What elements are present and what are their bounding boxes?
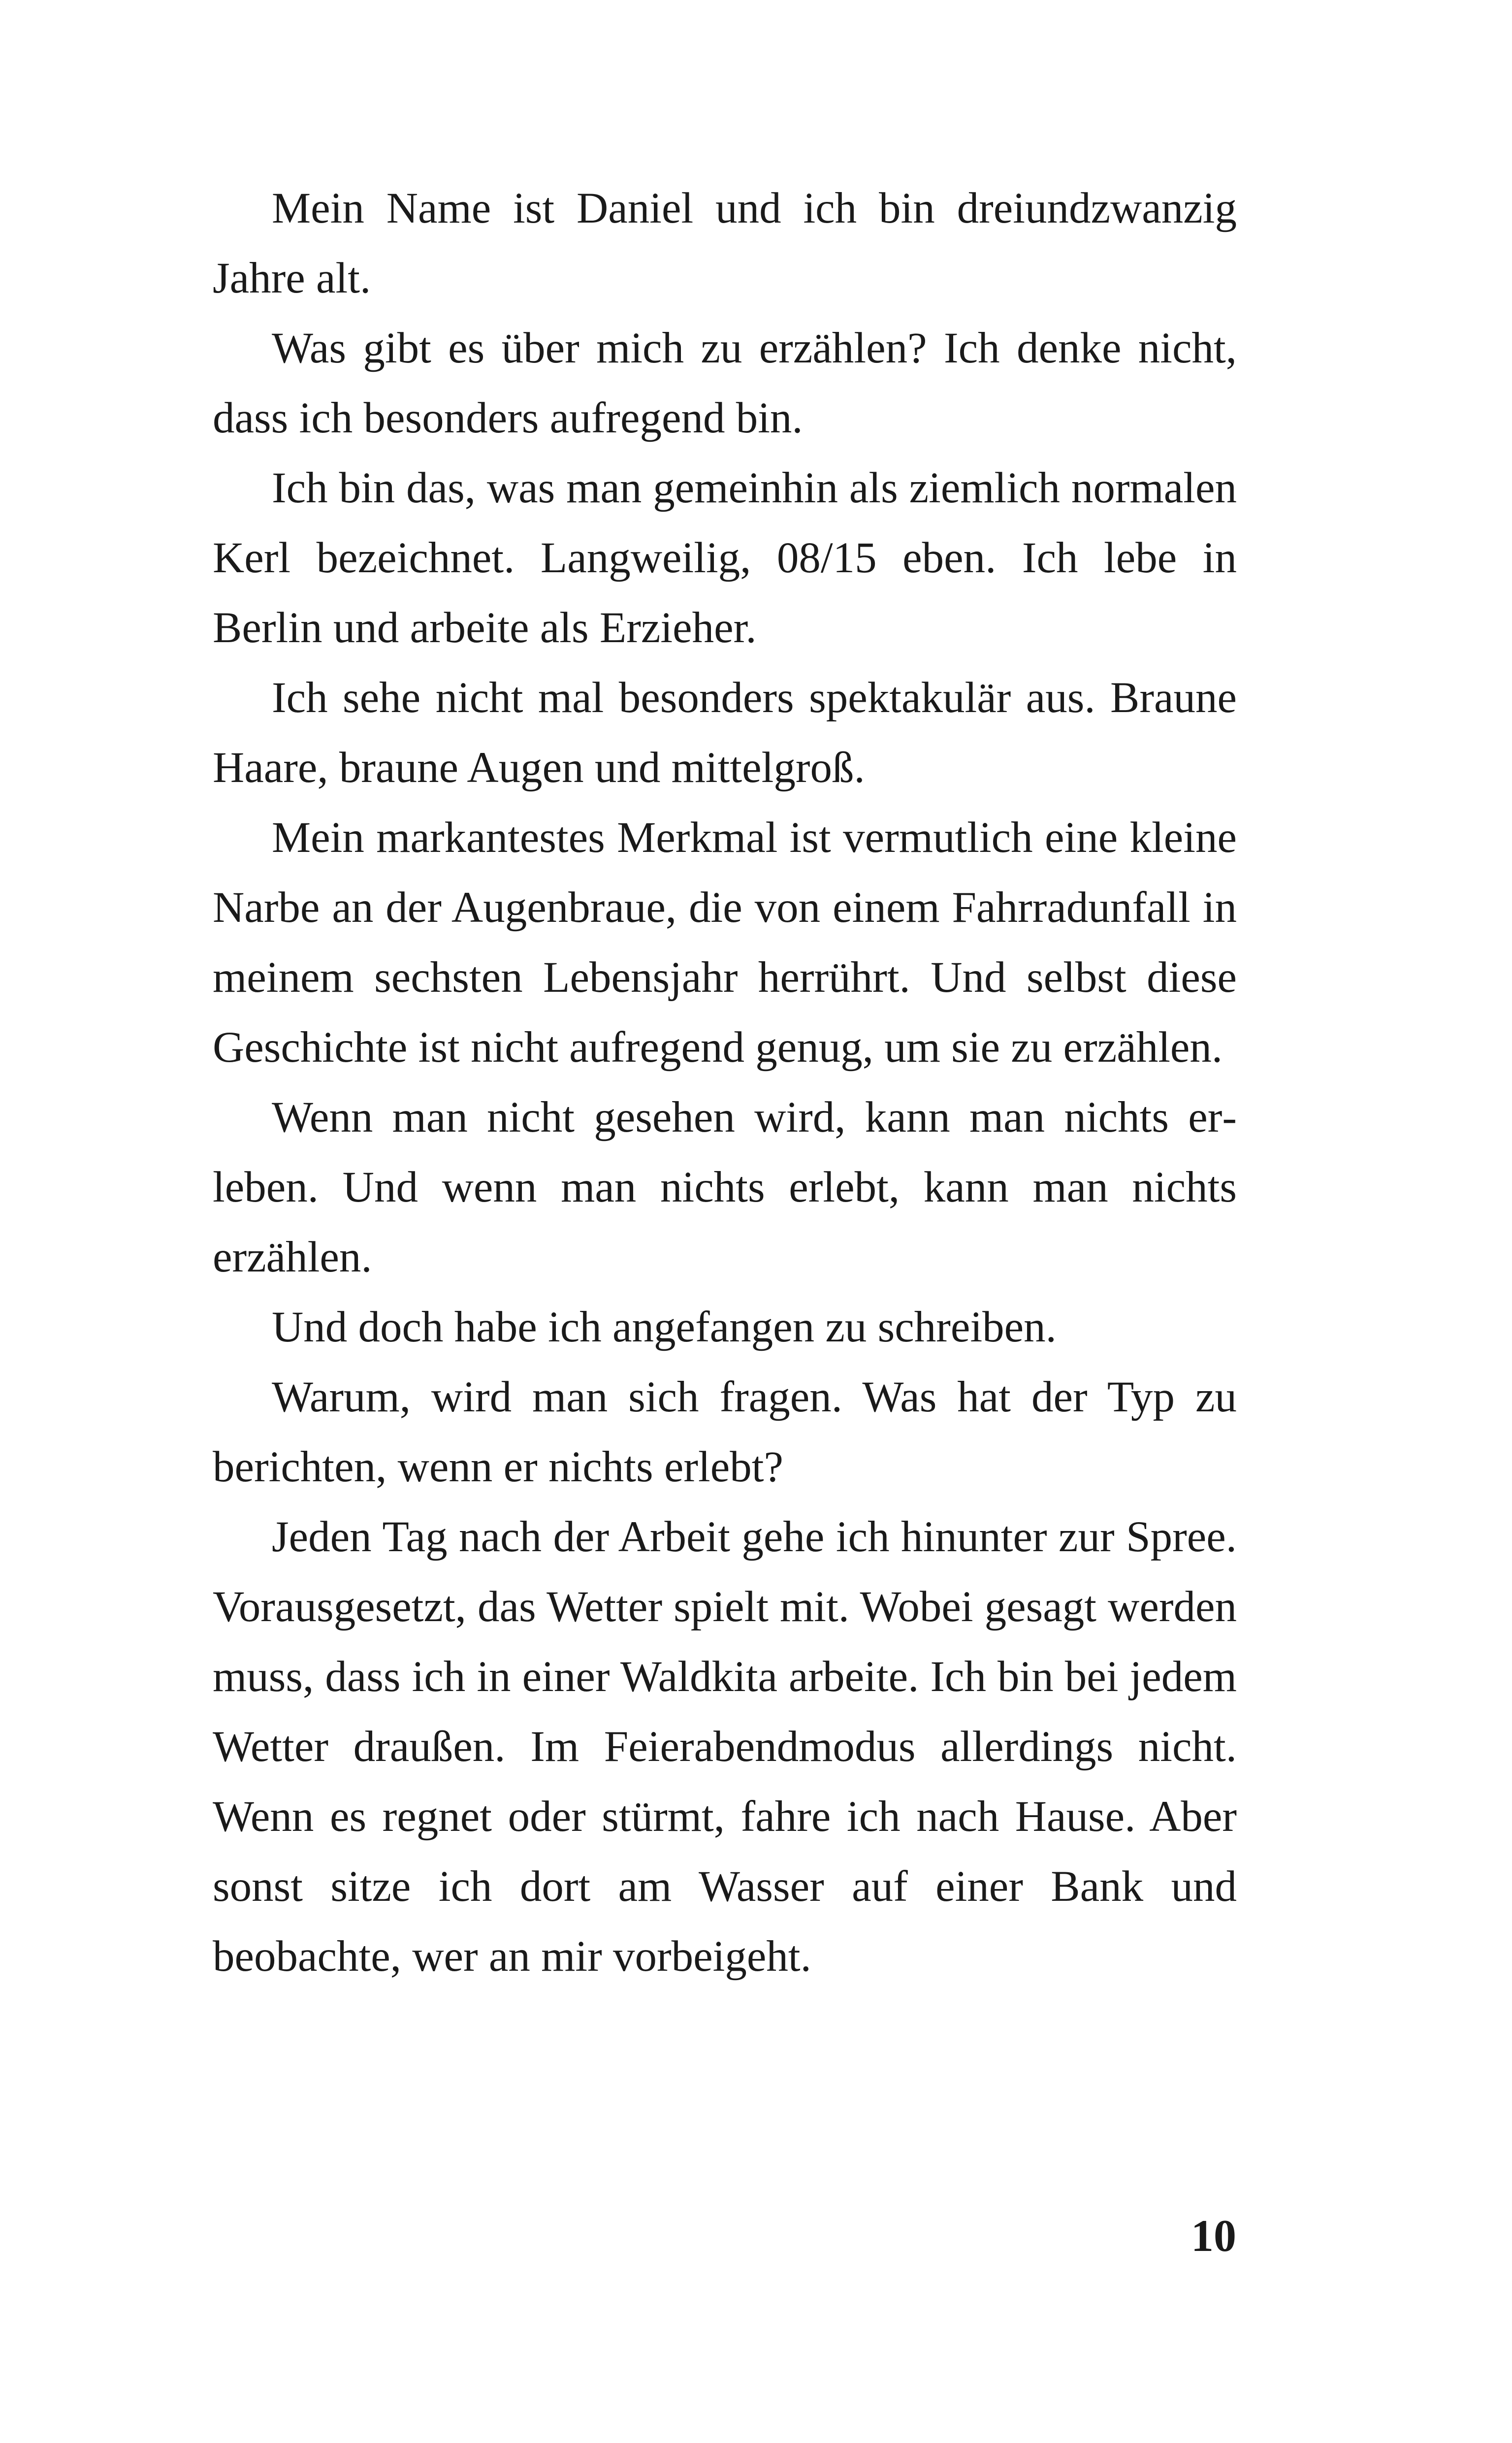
paragraph: Und doch habe ich angefangen zu schreiben.: [272, 1303, 1057, 1351]
page-number: 10: [1191, 2211, 1236, 2261]
paragraph: Ich sehe nicht mal besonders spektakulär aus. Braune Haare, braune Augen und mittelgroß.: [213, 674, 1237, 792]
paragraph: Wenn man nicht gesehen wird, kann man nichts erleben. Und wenn man nichts erlebt, kann man nichts erzählen.: [213, 1093, 1237, 1281]
paragraph: Warum, wird man sich fragen. Was hat der Typ zu berichten, wenn er nichts erlebt?: [213, 1373, 1237, 1491]
paragraph: Was gibt es über mich zu erzählen? Ich denke nicht, dass ich besonders aufregend bin.: [213, 324, 1237, 442]
paragraph: Mein Name ist Daniel und ich bin dreiundzwanzig Jahre alt.: [213, 184, 1237, 302]
paragraph: Mein markantestes Merkmal ist vermutlich eine kleine Narbe an der Augenbraue, die von einem Fahrradunfall in meinem sechsten Lebensjahr herrührt. Und selbst diese Geschichte ist nicht aufregend genug, um sie zu erzählen.: [213, 814, 1237, 1072]
paragraph: Ich bin das, was man gemeinhin als ziemlich normalen Kerl bezeichnet. Langweilig, 08/15 eben. Ich lebe in Berlin und arbeite als Erzieher.: [213, 464, 1237, 652]
body-text: [213, 173, 1237, 1991]
paragraph: Jeden Tag nach der Arbeit gehe ich hinunter zur Spree. Vorausgesetzt, das Wetter spielt mit. Wobei gesagt werden muss, dass ich in einer Waldkita arbeite. Ich bin bei jedem Wetter draußen. Im Feierabendmodus allerdings nicht. Wenn es regnet oder stürmt, fahre ich nach Hause. Aber sonst sitze ich dort am Wasser auf einer Bank und beobachte, wer an mir vorbeigeht.: [213, 1513, 1237, 1981]
